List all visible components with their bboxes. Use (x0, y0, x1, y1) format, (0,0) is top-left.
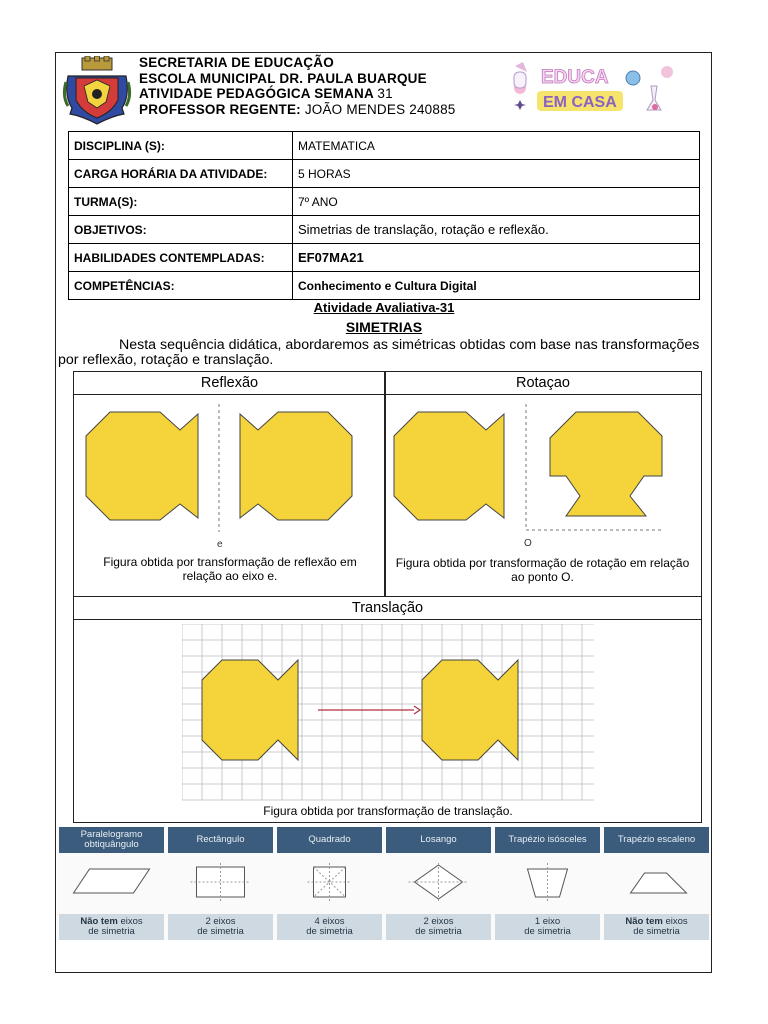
symmetry-axes-line2: de simetria (306, 926, 353, 937)
svg-text:O: O (524, 538, 532, 549)
translation-grid-figure (182, 624, 594, 802)
quadrilateral-name: Losango (386, 827, 491, 853)
skills-value: EF07MA21 (293, 244, 700, 272)
reflection-title: Reflexão (74, 372, 385, 395)
school-name-line: ESCOLA MUNICIPAL DR. PAULA BUARQUE (139, 70, 427, 86)
class-value: 7º ANO (293, 188, 700, 216)
symmetry-axes-line1: Não tem eixos (625, 916, 688, 927)
rhombus-icon (386, 863, 491, 903)
rotation-title: Rotaçao (385, 372, 701, 395)
symmetry-axes-count (386, 914, 491, 940)
quadrilateral-name: Paralelogramo obtiquângulo (59, 827, 164, 853)
educa-em-casa-logo (505, 60, 695, 120)
quadrilateral-symmetry-table (57, 827, 711, 940)
symmetry-axes-line2: de simetria (633, 926, 680, 937)
table-row (69, 244, 700, 272)
symmetry-axes-count (168, 914, 273, 940)
symmetry-axes-line2: de simetria (88, 926, 135, 937)
school-crest-icon (62, 56, 132, 126)
svg-text:e: e (217, 539, 223, 550)
symmetry-axes-count (277, 914, 382, 940)
week-label: ATIVIDADE PEDAGÓGICA SEMANA (139, 86, 374, 101)
workload-label: CARGA HORÁRIA DA ATIVIDADE: (69, 160, 293, 188)
quadrilateral-name: Trapézio isósceles (495, 827, 600, 853)
symmetry-axes-line1: 4 eixos (314, 916, 345, 927)
reflection-figure (80, 400, 380, 550)
week-line (139, 86, 456, 102)
discipline-value: MATEMATICA (293, 132, 700, 160)
table-row (69, 188, 700, 216)
teacher-name: JOÃO MENDES 240885 (304, 101, 456, 117)
parallelogram-icon (59, 863, 164, 903)
symmetry-axes-count (604, 914, 709, 940)
svg-text:EM CASA: EM CASA (543, 94, 617, 111)
translation-title: Translação (74, 597, 701, 620)
objectives-value: Simetrias de translação, rotação e reflexão. (293, 216, 700, 244)
teacher-label: PROFESSOR REGENTE: (139, 101, 301, 117)
workload-value: 5 HORAS (293, 160, 700, 188)
symmetry-axes-count (495, 914, 600, 940)
activity-info-table (68, 131, 700, 300)
quadrilateral-name: Trapézio escaleno (604, 827, 709, 853)
quadrilateral-name: Rectângulo (168, 827, 273, 853)
discipline-label: DISCIPLINA (S): (69, 132, 293, 160)
section-title: SIMETRIAS (345, 319, 423, 335)
symmetry-axes-count (59, 914, 164, 940)
translation-description: Figura obtida por transformação de translação. (263, 804, 513, 818)
quadrilateral-name: Quadrado (277, 827, 382, 853)
secretaria-line: SECRETARIA DE EDUCAÇÃO (139, 55, 334, 70)
competencies-label: COMPETÊNCIAS: (69, 272, 293, 300)
symmetry-axes-line1: 2 eixos (205, 916, 236, 927)
table-row (69, 216, 700, 244)
objectives-label: OBJETIVOS: (69, 216, 293, 244)
symmetry-axes-line2: de simetria (415, 926, 462, 937)
square-icon (277, 863, 382, 903)
rotation-description: Figura obtida por transformação de rotação em relação ao ponto O. (395, 556, 690, 584)
rectangle-icon (168, 863, 273, 903)
rotation-figure (390, 400, 695, 550)
skills-label: HABILIDADES CONTEMPLADAS: (69, 244, 293, 272)
symmetry-axes-line1: Não tem eixos (80, 916, 143, 927)
scalene-trapezoid-icon (604, 863, 709, 903)
svg-text:EDUCA: EDUCA (541, 67, 609, 88)
table-row (69, 160, 700, 188)
class-label: TURMA(S): (69, 188, 293, 216)
teacher-line (139, 102, 456, 118)
symmetry-axes-line2: de simetria (524, 926, 571, 937)
isosceles-trapezoid-icon (495, 863, 600, 903)
school-header (139, 55, 456, 117)
activity-title: Atividade Avaliativa-31 (313, 300, 455, 315)
table-row (69, 132, 700, 160)
competencies-value: Conhecimento e Cultura Digital (293, 272, 700, 300)
table-row (69, 272, 700, 300)
symmetry-axes-line1: 2 eixos (423, 916, 454, 927)
intro-paragraph: Nesta sequência didática, abordaremos as simétricas obtidas com base nas transformações por reflexão, rotação e translação. (58, 337, 700, 368)
week-number: 31 (377, 86, 393, 101)
symmetry-axes-line1: 1 eixo (534, 916, 561, 927)
symmetry-axes-line2: de simetria (197, 926, 244, 937)
reflection-description: Figura obtida por transformação de reflexão em relação ao eixo e. (103, 555, 357, 583)
